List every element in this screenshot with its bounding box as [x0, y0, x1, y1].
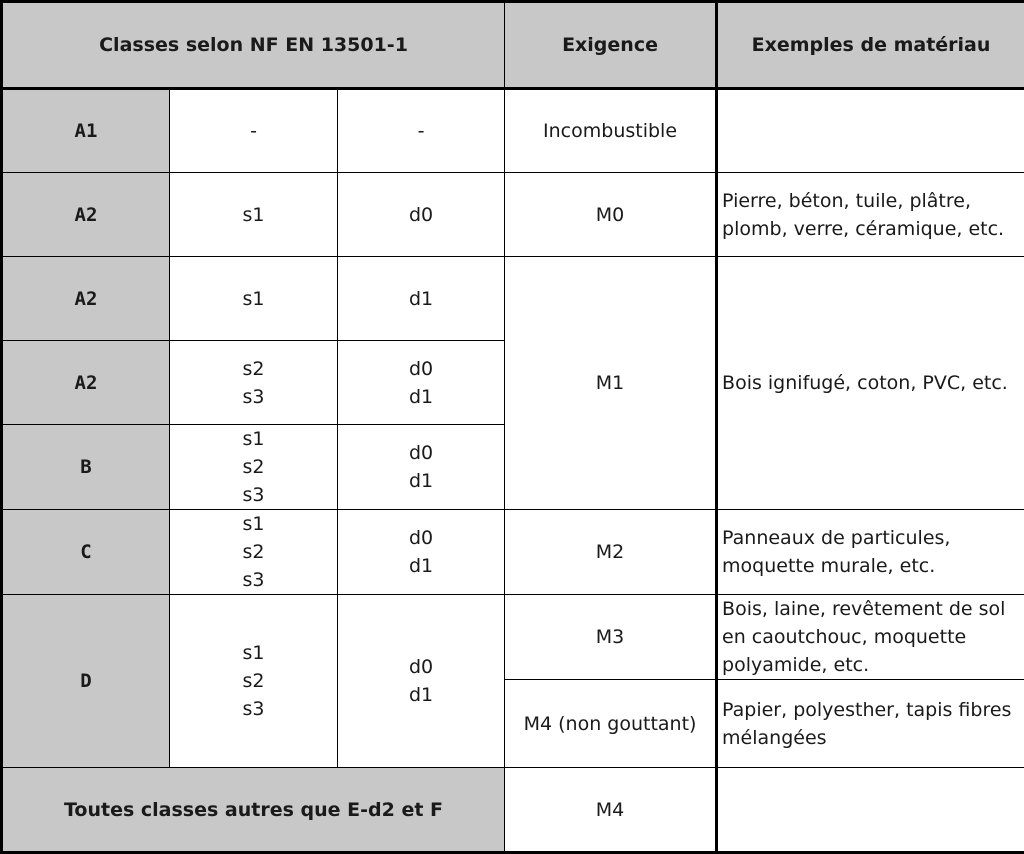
smoke-line: s2: [170, 667, 337, 695]
smoke-cell: -: [170, 89, 338, 173]
class-cell: B: [2, 425, 170, 510]
example-line: Papier, polyesther, tapis fibres: [722, 696, 1020, 724]
requirement-cell: M4 (non gouttant): [505, 680, 717, 768]
smoke-line: s3: [170, 481, 337, 509]
drops-line: d0: [338, 653, 504, 681]
smoke-line: s1: [170, 425, 337, 453]
table-row-c: [2, 510, 1024, 595]
requirement-cell: M0: [505, 173, 717, 257]
requirement-cell: M3: [505, 595, 717, 680]
smoke-cell: [170, 425, 338, 510]
requirement-cell-m1: M1: [505, 257, 717, 510]
example-line: mélangées: [722, 724, 1020, 752]
class-cell: C: [2, 510, 170, 595]
example-cell: [717, 680, 1024, 768]
table-row-d-m3: [2, 595, 1024, 680]
table-row-a2-s1-d0: [2, 173, 1024, 257]
example-line: moquette murale, etc.: [722, 552, 1020, 580]
smoke-line: s3: [170, 695, 337, 723]
example-cell: [717, 173, 1024, 257]
class-cell: A1: [2, 89, 170, 173]
drops-line: d1: [338, 467, 504, 495]
example-line: en caoutchouc, moquette: [722, 623, 1020, 651]
requirement-cell: Incombustible: [505, 89, 717, 173]
example-line: polyamide, etc.: [722, 651, 1020, 679]
requirement-cell: M2: [505, 510, 717, 595]
drops-cell: [338, 425, 505, 510]
drops-cell: [338, 341, 505, 425]
smoke-line: s1: [170, 510, 337, 538]
example-cell: [717, 768, 1024, 853]
class-cell: D: [2, 595, 170, 768]
example-cell: [717, 510, 1024, 595]
smoke-cell: [170, 510, 338, 595]
smoke-line: s1: [170, 639, 337, 667]
smoke-line: s2: [170, 355, 337, 383]
header-examples: Exemples de matériau: [717, 2, 1024, 89]
class-cell: A2: [2, 341, 170, 425]
example-line: Bois, laine, revêtement de sol: [722, 595, 1020, 623]
drops-line: d0: [338, 439, 504, 467]
table-row-a2-s1-d1: [2, 257, 1024, 341]
drops-line: d1: [338, 383, 504, 411]
example-line: Panneaux de particules,: [722, 524, 1020, 552]
smoke-line: s3: [170, 383, 337, 411]
header-row: [2, 2, 1024, 89]
smoke-line: s2: [170, 453, 337, 481]
requirement-cell: M4: [505, 768, 717, 853]
smoke-cell: s1: [170, 173, 338, 257]
drops-line: d0: [338, 355, 504, 383]
smoke-line: s2: [170, 538, 337, 566]
example-cell-m1: Bois ignifugé, coton, PVC, etc.: [717, 257, 1024, 510]
header-classes: Classes selon NF EN 13501-1: [2, 2, 505, 89]
example-line: Pierre, béton, tuile, plâtre,: [722, 187, 1020, 215]
table-row-a1: [2, 89, 1024, 173]
drops-cell: [338, 510, 505, 595]
example-cell: [717, 595, 1024, 680]
smoke-cell: s1: [170, 257, 338, 341]
class-cell: A2: [2, 257, 170, 341]
smoke-cell: [170, 595, 338, 768]
drops-line: d1: [338, 681, 504, 709]
class-cell: A2: [2, 173, 170, 257]
header-requirement: Exigence: [505, 2, 717, 89]
smoke-cell: [170, 341, 338, 425]
footer-label: Toutes classes autres que E-d2 et F: [2, 768, 505, 853]
example-line: plomb, verre, céramique, etc.: [722, 215, 1020, 243]
drops-line: d0: [338, 524, 504, 552]
drops-line: d1: [338, 552, 504, 580]
table-row-footer: [2, 768, 1024, 853]
example-cell: [717, 89, 1024, 173]
drops-cell: d0: [338, 173, 505, 257]
drops-cell: d1: [338, 257, 505, 341]
smoke-line: s3: [170, 566, 337, 594]
drops-cell: [338, 595, 505, 768]
drops-cell: -: [338, 89, 505, 173]
